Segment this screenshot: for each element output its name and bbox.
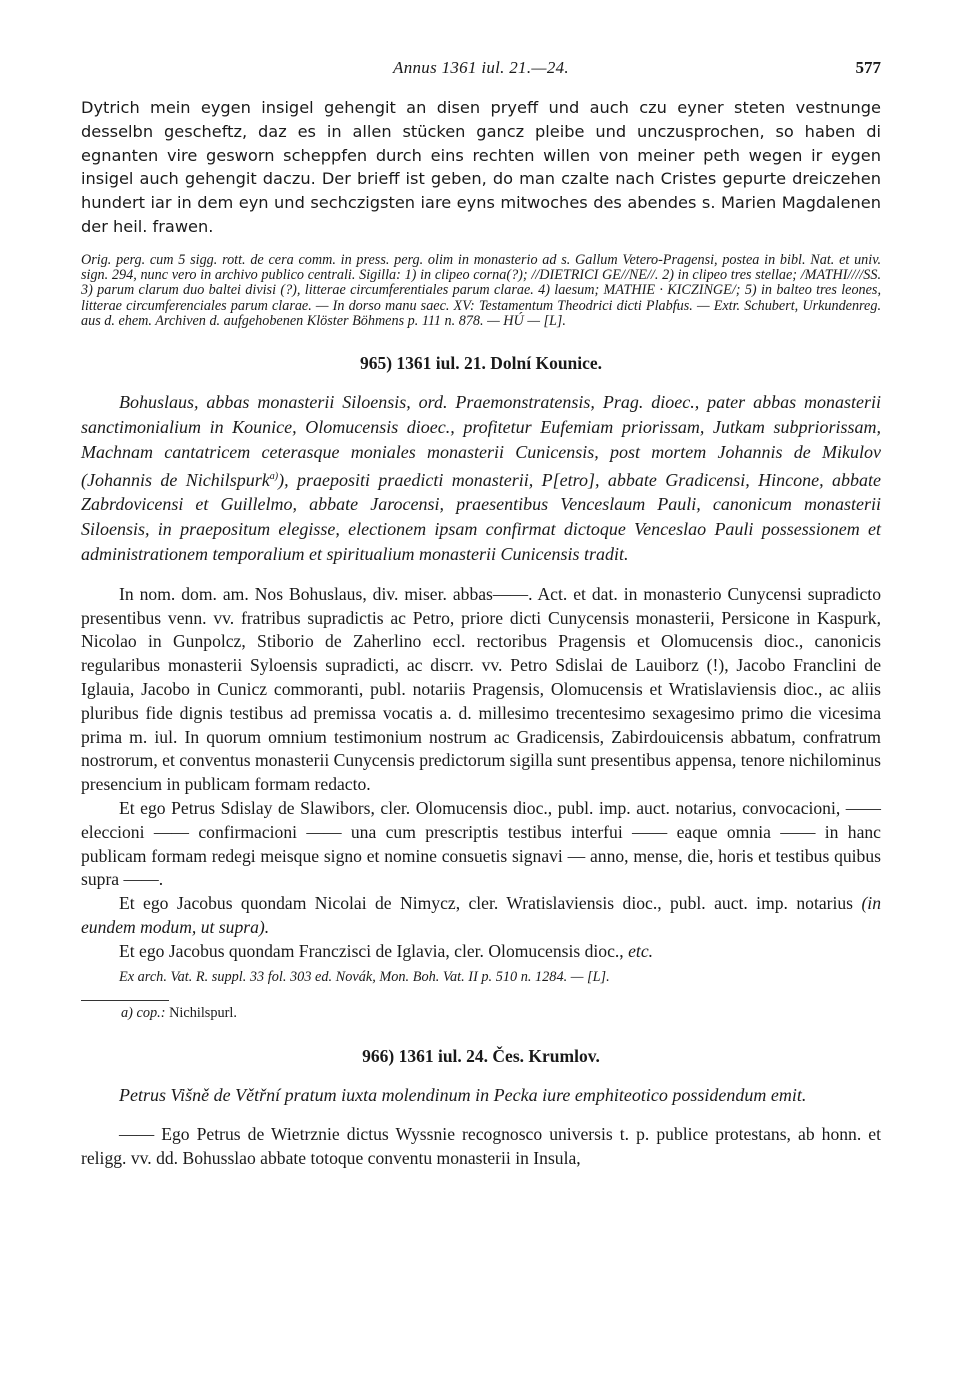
carryover-text: Dytrich mein eygen insigel gehengit an disen pryeff und auch czu eyner steten vestnunge desselbn gescheftz, daz es in allen stücken gancz pleibe und unczusprochen, so haben di egnanten vire gesworn scheppfen durch eins rechten willen von meiner peth wegen ir eygen insigel auch gehengit daczu. Der brieff ist geben, do man czalte nach Cristes gepurte dreiczehen hundert iar in dem eyn und sechczigsten iare eyns mitwoches des abendes s. Marien Magdalenen der heil. frawen.: [81, 98, 881, 236]
document-heading-966-place: Čes. Krumlov.: [492, 1045, 600, 1066]
regest-966: Petrus Višně de Větřní pratum iuxta molendinum in Pecka iure emphiteotico possidendum emit.: [119, 1084, 807, 1105]
page: [81, 58, 881, 1171]
paragraph-965-3-italic: (in eundem modum, ut supra).: [81, 893, 881, 937]
paragraph-965-2: Et ego Petrus Sdislay de Slawibors, cler. Olomucensis dioc., publ. imp. auct. notarius, convocacioni, —— eleccioni —— confirmacioni —— una cum prescriptis testibus interfui —— eaque omnia —— in hanc publicam formam redegi meisque signo et nomine consuetis signavi — anno, mense, die, horis et testibus quibus supra ——.: [81, 798, 881, 890]
paragraph-966-1: —— Ego Petrus de Wietrznie dictus Wyssnie recognosco universis t. p. publice protestans, ab honn. et religg. vv. dd. Bohusslao abbate totoque conventu monasterii in Insula,: [81, 1124, 881, 1169]
footnote-rule: [81, 1000, 169, 1001]
paragraph-965-1: In nom. dom. am. Nos Bohuslaus, div. miser. abbas——. Act. et dat. in monasterio Cunycensi supradicto presentibus venn. vv. fratribus supradictis ac Petro, priore dicti Cunycensis monasterii, Persicone in Kaspurk, Nicolao in Gunpolcz, Stiborio de Zaherlino eccl. rectoribus Pragensis et Olomucensis dioc., canonicis regularibus monasterii Syloensis supradicti, ac discrr. vv. Petro Sdislai de Lauiborz (!), Jacobo Franclini de Iglauia, Jacobo in Cunicz commoranti, publ. notariis Pragensis, Olomucensis et Wratislaviensis dioc., ac aliis pluribus fide dignis testibus ad premissa vocatis a. d. millesimo trecentesimo sexagesimo primo die vicesima prima m. iul. In quorum omnium testimonium nostrum ac Gradicensis, Zabirdouicensis abbatum, confratrum nostrorum, et conventus monasterii Cunycensis predictorum sigilla sunt presentibus appensa, tenore nichilominus presencium in publicam formam redacto.: [81, 583, 881, 795]
footnote-reference: a): [269, 470, 279, 482]
running-head-title: Annus 1361 iul. 21.—24.: [393, 58, 569, 77]
document-heading-965: [81, 353, 881, 374]
regest-965: Bohuslaus, abbas monasterii Siloensis, ord. Praemonstratensis, Prag. dioec., pater abbas monasterii sanctimonialium in Kounice, Olomucensis dioec., profitetur Eufemiam priorissam, Jutkam subpriorissam, Machnam cantatricem ceterasque moniales monasterii Cunicensis, post mortem Johannis de Mikulov (Johannis de Nichilspurk$^{a)}$), praepositi praedicti monasterii, P[etro], abbate Gradicensi, Hincone, abbate Zabrdovicensi et Guillelmo, abbate Jarocensi, praesentibus Venceslaum Pauli, canonicum monasterii Siloensis, in praepositum elegisse, electionem ipsam confirmat dictoque Venceslao Pauli possessionem et administrationem temporalium et spiritualium monasterii Cunicensis tradit.: [81, 392, 881, 565]
document-heading-965-place: Dolní Kounice.: [490, 353, 603, 374]
footnote-text: Nichilspurl.: [169, 1004, 237, 1021]
paragraph-965-4-italic: etc.: [628, 940, 654, 961]
paragraph-965-4-text: Et ego Jacobus quondam Franczisci de Iglavia, cler. Olomucensis dioc.,: [119, 940, 624, 961]
document-heading-966: [81, 1046, 881, 1067]
paragraph-965-3-text: Et ego Jacobus quondam Nicolai de Nimycz, cler. Wratislaviensis dioc., publ. auct. imp. notarius: [119, 893, 854, 914]
footnote-marker: a): [121, 1004, 133, 1021]
paragraph-965-3: [81, 892, 881, 940]
page-number: 577: [855, 58, 881, 77]
document-heading-965-number: 965) 1361 iul. 21.: [359, 353, 486, 374]
document-heading-966-number: 966) 1361 iul. 24.: [362, 1045, 489, 1066]
source-965: Ex arch. Vat. R. suppl. 33 fol. 303 ed. Novák, Mon. Boh. Vat. II p. 510 n. 1284. — [L].: [119, 968, 610, 985]
running-head: [81, 58, 881, 88]
footnote-label: cop.:: [136, 1004, 166, 1021]
footnote-965: [81, 1005, 881, 1022]
orig-note: Orig. perg. cum 5 sigg. rott. de cera comm. in press. perg. olim in monasterio ad s. Gallum Vetero-Pragensi, postea in bibl. Nat. et univ. sign. 294, nunc vero in archivo publico centrali. Sigilla: 1) in clipeo corna(?); //DIETRICI GE//NE//. 2) in clipeo tres stellae; /MATHI////SS. 3) parum clarum duo baltei divisi (?), litterae circumferentiales parum clarae. 4) laesum; MATHIE · KICZINGE/; 5) in balteo tres leones, litterae circumferenciales parum clarae. — In dorso manu saec. XV: Testamentum Theodrici dicti Plabfus. — Extr. Schubert, Urkundenreg. aus d. ehem. Archiven d. aufgehobenen Klöster Böhmens p. 111 n. 878. — HÚ — [L].: [81, 251, 881, 329]
paragraph-965-4: [81, 940, 881, 964]
